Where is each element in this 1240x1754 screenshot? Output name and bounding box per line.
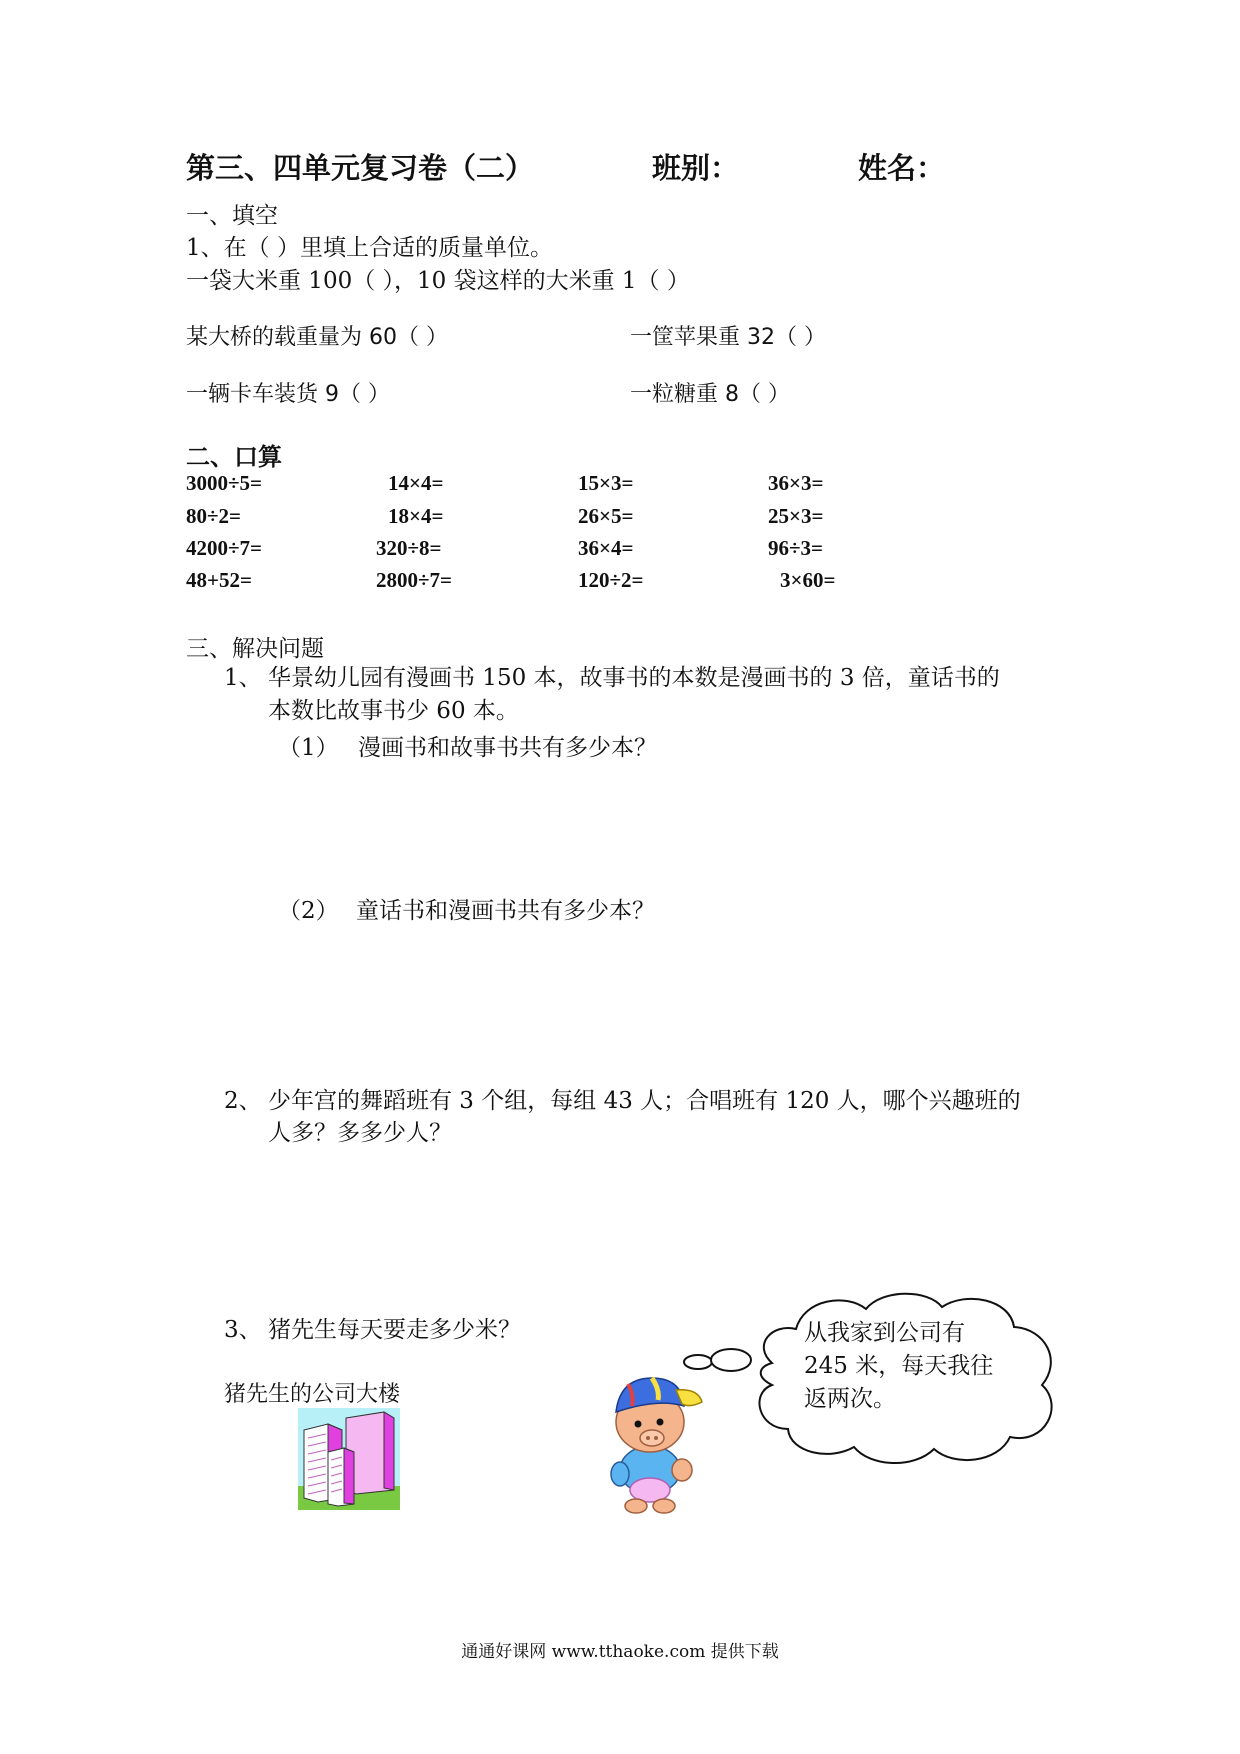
problem-1-sub-2-number: （2）: [278, 898, 339, 924]
building-caption: 猪先生的公司大楼: [224, 1382, 401, 1407]
problem-2-line-2: 人多？多多少人？: [268, 1120, 452, 1146]
problem-3: 猪先生每天要走多少米？: [268, 1317, 521, 1343]
page-title: 第三、四单元复习卷（二）: [186, 151, 535, 185]
calc-item: 15×3=: [578, 471, 634, 495]
calc-item: 3×60=: [780, 568, 836, 592]
problem-1-number: 1、: [224, 665, 262, 691]
problem-1-sub-2: 童话书和漫画书共有多少本？: [356, 898, 655, 924]
calc-item: 80÷2=: [186, 504, 241, 528]
calc-item: 26×5=: [578, 504, 634, 528]
fill-row-2-right: 一筐苹果重 32（ ）: [630, 325, 826, 350]
calc-item: 320÷8=: [376, 536, 442, 560]
calc-item: 48+52=: [186, 568, 252, 592]
calc-item: 96÷3=: [768, 536, 823, 560]
calc-item: 25×3=: [768, 504, 824, 528]
problem-1-sub-1: 漫画书和故事书共有多少本？: [358, 735, 657, 761]
problem-2-number: 2、: [224, 1088, 262, 1114]
problem-1-line-1: 华景幼儿园有漫画书 150 本，故事书的本数是漫画书的 3 倍，童话书的: [268, 665, 1000, 691]
calc-item: 120÷2=: [578, 568, 644, 592]
section1-heading: 一、填空: [186, 203, 278, 229]
fill-row-3-left: 一辆卡车装货 9（ ）: [186, 382, 390, 407]
calc-item: 3000÷5=: [186, 471, 262, 495]
calc-item: 36×4=: [578, 536, 634, 560]
name-label: 姓名：: [858, 151, 946, 185]
calc-item: 14×4=: [388, 471, 444, 495]
calc-item: 2800÷7=: [376, 568, 452, 592]
office-building-icon: [298, 1408, 400, 1510]
calc-item: 18×4=: [388, 504, 444, 528]
problem-2-line-1: 少年宫的舞蹈班有 3 个组，每组 43 人；合唱班有 120 人，哪个兴趣班的: [268, 1088, 1021, 1114]
fill-row-2-left: 某大桥的载重量为 60（ ）: [186, 325, 448, 350]
fill-row-1: 一袋大米重 100（ ），10 袋这样的大米重 1（ ）: [186, 268, 690, 294]
bubble-text: 从我家到公司有 245 米，每天我往返两次。: [804, 1320, 994, 1412]
problem-1-line-2: 本数比故事书少 60 本。: [268, 698, 519, 724]
q1-intro: 1、在（ ）里填上合适的质量单位。: [186, 235, 553, 261]
calc-item: 4200÷7=: [186, 536, 262, 560]
class-label: 班别：: [652, 151, 740, 185]
footer-text: 通通好课网 www.tthaoke.com 提供下载: [461, 1642, 779, 1662]
section3-heading: 三、解决问题: [186, 636, 324, 662]
problem-3-number: 3、: [224, 1317, 262, 1343]
section2-heading: 二、口算: [186, 442, 282, 471]
problem-1-sub-1-number: （1）: [278, 735, 339, 761]
fill-row-3-right: 一粒糖重 8（ ）: [630, 382, 790, 407]
calc-item: 36×3=: [768, 471, 824, 495]
